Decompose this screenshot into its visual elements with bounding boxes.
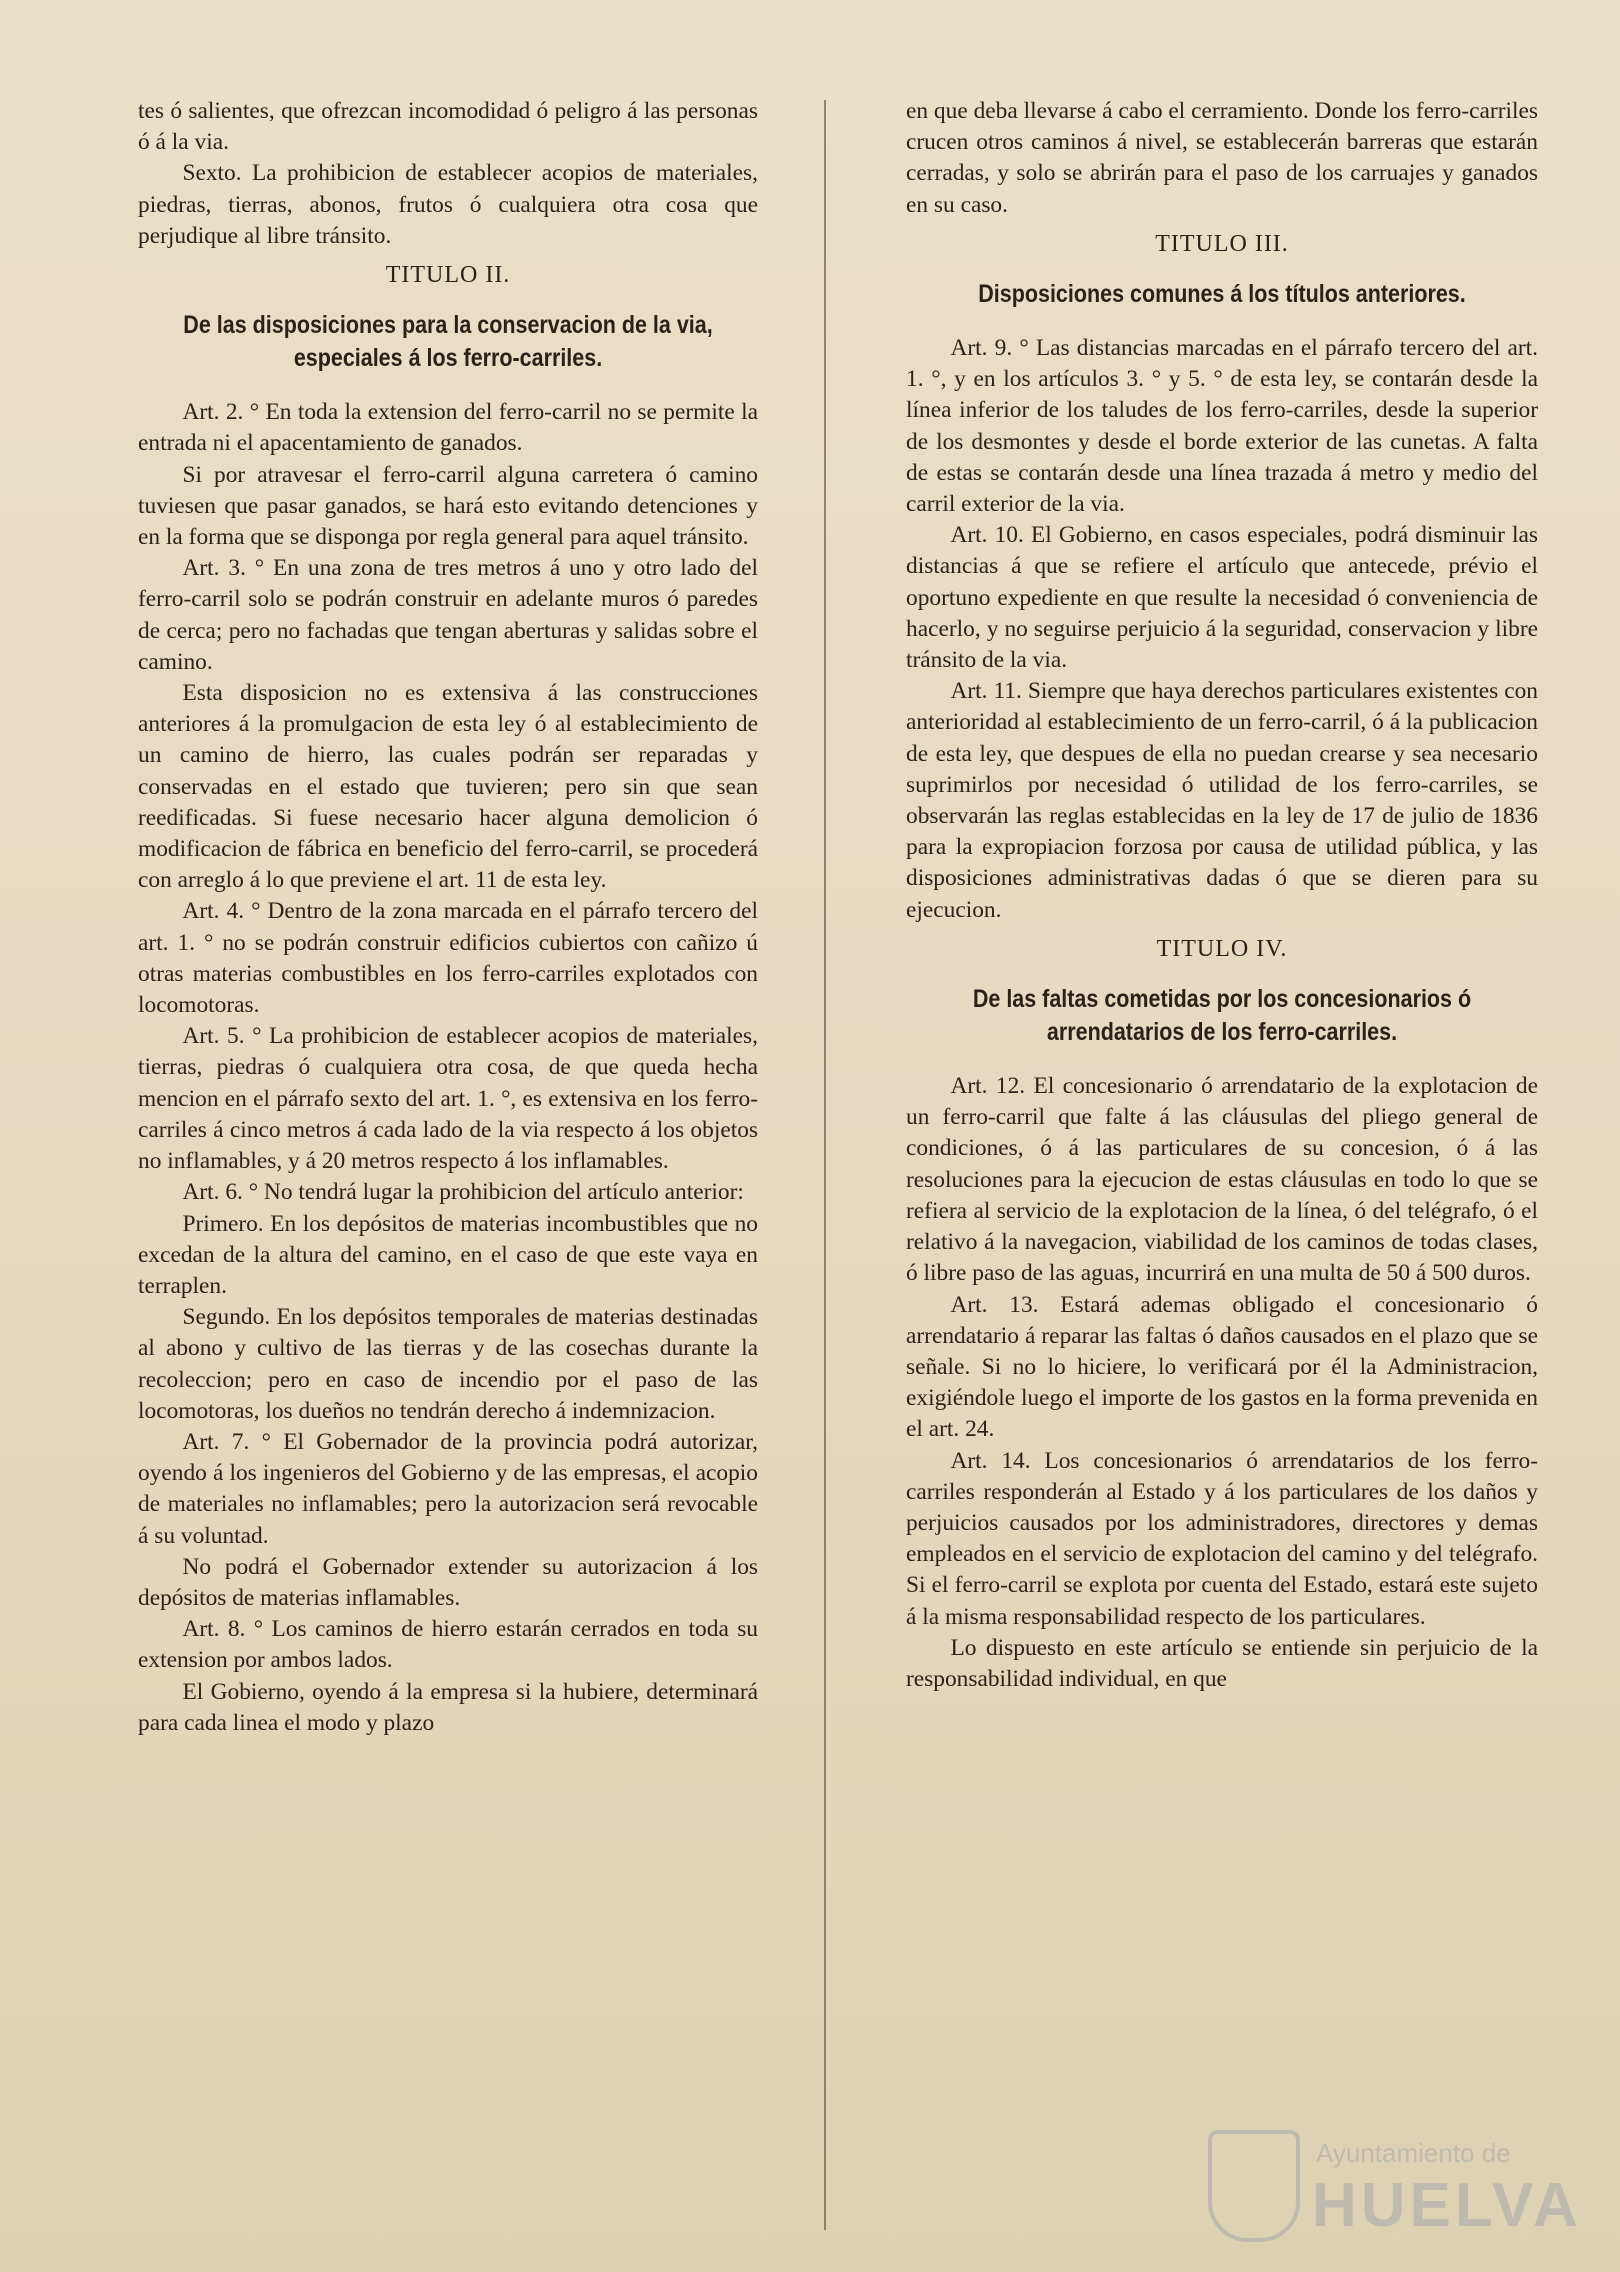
paragraph: Art. 13. Estará ademas obligado el concesionario ó arrendatario á reparar las faltas ó daños causados en el plazo que se señale. Si no lo hiciere, lo verificará por él la Administracion, exigiéndole luego el importe de los gastos en la forma prevenida en el art. 24.	[906, 1291, 1538, 1443]
section-heading: Disposiciones comunes á los títulos anteriores.	[978, 280, 1466, 309]
paragraph: Art. 3. ° En una zona de tres metros á uno y otro lado del ferro-carril solo se podrán construir en adelante muros ó paredes de cerca; pero no fachadas que tengan aberturas y salidas sobre el camino.	[138, 555, 758, 675]
paragraph: Art. 2. ° En toda la extension del ferro-carril no se permite la entrada ni el apacentamiento de ganados.	[138, 399, 758, 457]
archive-watermark	[1208, 2128, 1582, 2248]
paragraph: No podrá el Gobernador extender su autorizacion á los depósitos de materias inflamables.	[138, 1553, 758, 1611]
section-title: TITULO IV.	[1156, 935, 1288, 962]
paragraph: Art. 10. El Gobierno, en casos especiales, podrá disminuir las distancias á que se refiere el artículo que antecede, prévio el oportuno expediente en que resulte la necesidad ó conveniencia de hacerlo, y no seguirse perjuicio á la seguridad, conservacion y libre tránsito de la via.	[906, 522, 1538, 674]
section-title: TITULO II.	[385, 262, 511, 289]
right-column	[906, 96, 1538, 1695]
paragraph: Art. 4. ° Dentro de la zona marcada en el párrafo tercero del art. 1. ° no se podrán construir edificios cubiertos con cañizo ú otras materias combustibles en los ferro-carriles explotados con locomotoras.	[138, 898, 758, 1019]
paragraph: Esta disposicion no es extensiva á las construcciones anteriores á la promulgacion de esta ley ó al establecimiento de un camino de hierro, las cuales podrán ser reparadas y conservadas en el estado que tuvieren; pero sin que sean reedificadas. Si fuese necesario hacer alguna demolicion ó modificacion de fábrica en beneficio del ferro-carril, se procederá con arreglo á lo que previene el art. 11 de esta ley.	[138, 680, 758, 894]
paragraph: Segundo. En los depósitos temporales de materias destinadas al abono y cultivo de las tierras y de las cosechas durante la recoleccion; pero en caso de incendio por el paso de las locomotoras, los dueños no tendrán derecho á indemnizacion.	[138, 1304, 758, 1424]
paragraph: Primero. En los depósitos de materias incombustibles que no excedan de la altura del camino, en el caso de que este vaya en terraplen.	[138, 1210, 758, 1299]
paragraph: Art. 12. El concesionario ó arrendatario de la explotacion de un ferro-carril que falte á las cláusulas del pliego general de condiciones, ó á las particulares de su concesion, ó á las resoluciones para la ejecucion de estas cláusulas en todo lo que se refiera al servicio de la explotacion de la línea, ó del telégrafo, ó el relativo á la navegacion, viabilidad de los caminos de todas clases, ó libre paso de las aguas, incurrirá en una multa de 50 á 500 duros.	[906, 1073, 1538, 1287]
paragraph: El Gobierno, oyendo á la empresa si la hubiere, determinará para cada linea el modo y plazo	[138, 1678, 758, 1736]
left-column	[138, 96, 758, 1739]
watermark-line2: HUELVA	[1312, 2171, 1582, 2240]
paragraph: Lo dispuesto en este artículo se entiende sin perjuicio de la responsabilidad individual, en que	[906, 1634, 1538, 1692]
section-title: TITULO III.	[1155, 230, 1289, 257]
coat-of-arms-icon	[1208, 2130, 1300, 2242]
paragraph: Art. 5. ° La prohibicion de establecer acopios de materiales, tierras, piedras ó cualquiera otra cosa, de que queda hecha mencion en el párrafo sexto del art. 1. °, es extensiva en los ferro-carriles á cinco metros á cada lado de la via respecto á los objetos no inflamables, y á 20 metros respecto á los inflamables.	[138, 1023, 758, 1175]
paragraph: Art. 9. ° Las distancias marcadas en el párrafo tercero del art. 1. °, y en los artículos 3. ° y 5. ° de esta ley, se contarán desde la línea inferior de los taludes de los ferro-carriles, desde la superior de los desmontes y desde el borde exterior de las cunetas. A falta de estas se contarán desde una línea trazada á metro y medio del carril exterior de la via.	[906, 335, 1538, 518]
watermark-line1: Ayuntamiento de	[1316, 2138, 1511, 2168]
paragraph: Si por atravesar el ferro-carril alguna carretera ó camino tuviesen que pasar ganados, se hará esto evitando detenciones y en la forma que se disponga por regla general para aquel tránsito.	[138, 461, 758, 551]
paragraph: Art. 14. Los concesionarios ó arrendatarios de los ferro-carriles responderán al Estado y á los particulares de los daños y perjuicios causados por los administradores, directores y demas empleados en el servicio de explotacion del camino y del telégrafo. Si el ferro-carril se explota por cuenta del Estado, estará este sujeto á la misma responsabilidad respecto de los particulares.	[906, 1447, 1538, 1630]
paragraph: tes ó salientes, que ofrezcan incomodidad ó peligro á las personas ó á la via.	[138, 98, 758, 156]
section-heading: De las disposiciones para la conservacion de la via, especiales á los ferro-carriles.	[183, 311, 713, 373]
paragraph: Art. 8. ° Los caminos de hierro estarán cerrados en toda su extension por ambos lados.	[138, 1616, 758, 1674]
column-divider	[824, 100, 826, 2230]
paragraph: Sexto. La prohibicion de establecer acopios de materiales, piedras, tierras, abonos, frutos ó cualquiera otra cosa que perjudique al libre tránsito.	[138, 160, 758, 249]
paragraph: Art. 7. ° El Gobernador de la provincia podrá autorizar, oyendo á los ingenieros del Gobierno y de las empresas, el acopio de materiales no inflamables; pero la autorizacion será revocable á su voluntad.	[138, 1428, 758, 1549]
paragraph: Art. 11. Siempre que haya derechos particulares existentes con anterioridad al establecimiento de un ferro-carril, ó á la publicacion de esta ley, que despues de ella no puedan crearse y sea necesario suprimirlos por necesidad ó utilidad de los ferro-carriles, se observarán las reglas establecidas en la ley de 17 de julio de 1836 para la expropiacion forzosa por causa de utilidad pública, y las disposiciones administrativas dadas ó que se dieren para su ejecucion.	[906, 678, 1538, 923]
section-heading: De las faltas cometidas por los concesionarios ó arrendatarios de los ferro-carriles.	[972, 985, 1472, 1047]
paragraph: Art. 6. ° No tendrá lugar la prohibicion del artículo anterior:	[182, 1179, 744, 1206]
paragraph: en que deba llevarse á cabo el cerramiento. Donde los ferro-carriles crucen otros caminos á nivel, se establecerán barreras que estarán cerradas, y solo se abrirán para el paso de los carruajes y ganados en su caso.	[906, 98, 1538, 218]
